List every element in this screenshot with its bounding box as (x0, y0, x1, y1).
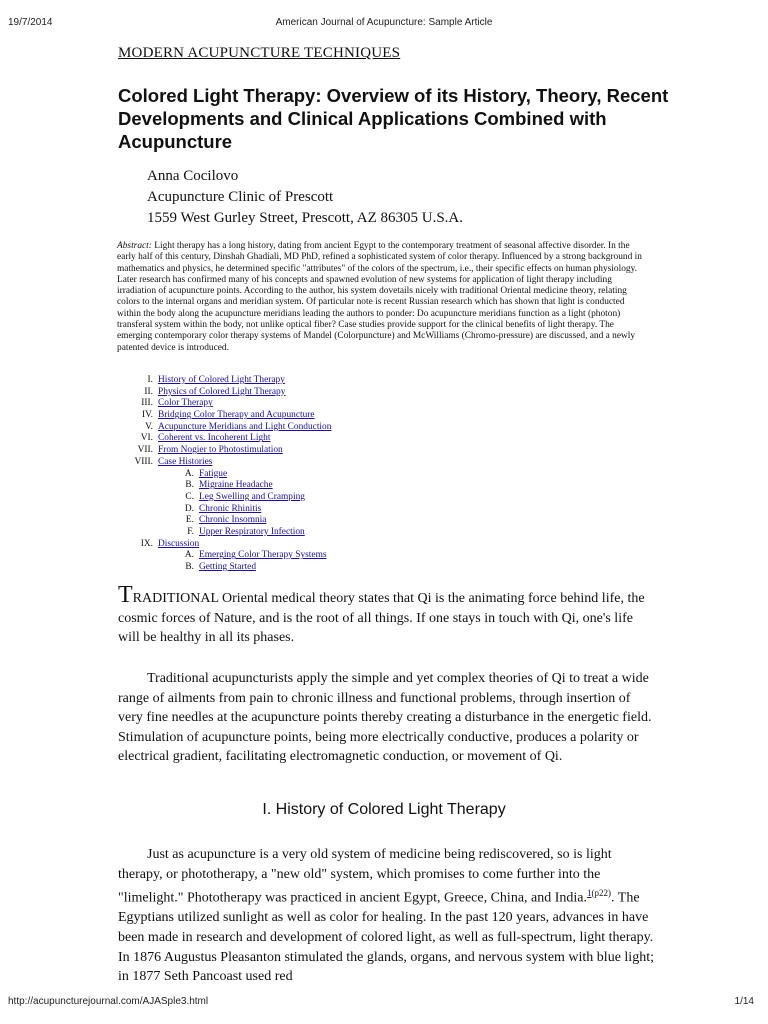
toc-item-number: B. (185, 562, 194, 572)
toc-item-number: VIII. (134, 456, 153, 467)
toc-item-link[interactable]: Chronic Rhinitis (199, 503, 262, 514)
toc-item-link[interactable]: Case Histories (158, 456, 213, 467)
toc-item-link[interactable]: From Nogier to Photostimulation (158, 445, 283, 456)
toc-item-number: F. (187, 526, 194, 537)
toc-item-link[interactable]: Leg Swelling and Cramping (199, 491, 305, 502)
author-block (147, 166, 463, 229)
abstract-lead: Abstract: (117, 241, 152, 251)
toc-item-number: V. (145, 421, 153, 432)
toc-item-number: I. (147, 375, 153, 385)
toc-item-number: VI. (140, 433, 153, 444)
toc-item-link[interactable]: Coherent vs. Incoherent Light (158, 433, 271, 444)
section1-p1-before: Just as acupuncture is a very old system of medicine being rediscovered, so is light therapy, or phototherapy, a "new old" system, which promises to come further into the "limelight." Phototherapy was practiced in ancient Egypt, Greece, China, and India. (118, 847, 612, 906)
author-name: Anna Cocilovo (147, 168, 239, 184)
section-heading: I. History of Colored Light Therapy (262, 801, 506, 818)
toc-item-link[interactable]: Acupuncture Meridians and Light Conduction (158, 421, 332, 432)
toc-item-link[interactable]: Getting Started (199, 562, 257, 572)
toc-item-link[interactable]: Migraine Headache (199, 480, 273, 491)
toc-item-link[interactable]: Chronic Insomnia (199, 515, 267, 526)
section-label: MODERN ACUPUNCTURE TECHNIQUES (118, 45, 401, 61)
toc-item-number: A. (184, 550, 194, 561)
print-page-number: 1/14 (734, 996, 754, 1007)
toc-item-link[interactable]: Color Therapy (158, 398, 213, 409)
article-title: Colored Light Therapy: Overview of its History, Theory, Recent Developments and Clinical Applications Combined with Acupuncture (118, 85, 669, 152)
section1-p1-after: . The Egyptians utilized sunlight as well as color for healing. In the past 120 years, advances in have been made in research and development of colored light, as well as full-spectrum, light therapy. In 1876 Augustus Pleasanton stimulated the glands, organs, and nervous system with blue light; in 1877 Seth Pancoast used red (118, 890, 654, 985)
reference-superscript (587, 888, 611, 898)
toc-item-link[interactable]: Discussion (158, 538, 200, 549)
author-affiliation: Acupuncture Clinic of Prescott (147, 189, 334, 205)
intro-paragraph-2: Traditional acupuncturists apply the simple and yet complex theories of Qi to treat a wide range of ailments from pain to chronic illness and functional problems, through insertion of very fine needles at the acupuncture points thereby creating a disturbance in the energetic field. Stimulation of acupuncture points, being more electrically conductive, produces a polarity or electrical gradient, facilitating electromagnetic conduction, or movement of Qi. (118, 671, 652, 765)
toc-item-link[interactable]: Emerging Color Therapy Systems (199, 550, 327, 561)
print-page-title: American Journal of Acupuncture: Sample Article (275, 17, 493, 28)
toc-item-link[interactable]: Physics of Colored Light Therapy (158, 386, 286, 397)
reference-page: (p22) (591, 888, 612, 899)
abstract-text: Light therapy has a long history, dating from ancient Egypt to the contemporary treatment of seasonal affective disorder. In the early half of this century, Dinshah Ghadiali, MD PhD, refined a sophisticated system of color therapy. Influenced by a strong background in mathematics and physics, he determined specific "attributes" of the colors of the spectrum, i.e., their specific effects on human physiology. Later research has confirmed many of his concepts and spawned evolution of new systems for application of light therapy including irradiation of acupuncture points. According to the author, his system dovetails nicely with traditional Oriental medicine theory, relating colors to the internal organs and meridian system. Of particular note is recent Russian research which has shown that light is conducted within the body along the acupuncture meridians leading the authors to ponder: Do acupuncture meridians function as a light (photon) transferal system within the body, not unlike optical fiber? Case studies provide support for the clinical benefits of light therapy. The emerging contemporary color therapy systems of Mandel (Colorpuncture) and McWilliams (Chromo-pressure) are discussed, and a newly patented device is introduced. (117, 241, 642, 353)
section1-paragraph-1 (118, 845, 658, 987)
toc-item-number: III. (141, 398, 153, 409)
toc-item-number: IX. (140, 538, 153, 549)
toc-item-number: D. (184, 503, 194, 514)
toc-item-number: II. (144, 386, 153, 397)
toc-item-number: VII. (137, 445, 153, 456)
toc-item-link[interactable]: History of Colored Light Therapy (158, 375, 285, 385)
toc-item-number: IV. (141, 410, 153, 421)
abstract (117, 241, 649, 354)
toc-item-link[interactable]: Bridging Color Therapy and Acupuncture (158, 410, 315, 421)
intro-paragraph-1 (118, 582, 658, 648)
print-url: http://acupuncturejournal.com/AJASple3.html (8, 996, 209, 1007)
intro-p1-text: Oriental medical theory states that Qi is the animating force behind life, the cosmic forces of Nature, and is the root of all things. If one stays in touch with Qi, one's life will be healthy in all its phases. (118, 591, 645, 646)
toc-item-number: C. (185, 491, 194, 502)
intro-caps: RADITIONAL (132, 591, 219, 606)
toc-item-number: E. (185, 515, 194, 526)
print-date: 19/7/2014 (8, 17, 53, 28)
toc-item-number: A. (184, 468, 194, 479)
author-address: 1559 West Gurley Street, Prescott, AZ 86305 U.S.A. (147, 210, 463, 226)
toc-item-link[interactable]: Upper Respiratory Infection (199, 526, 305, 537)
drop-cap: T (118, 582, 133, 608)
toc-item-number: B. (185, 480, 194, 491)
toc-item-link[interactable]: Fatigue (199, 468, 228, 479)
reference-link[interactable]: 1 (587, 888, 592, 899)
